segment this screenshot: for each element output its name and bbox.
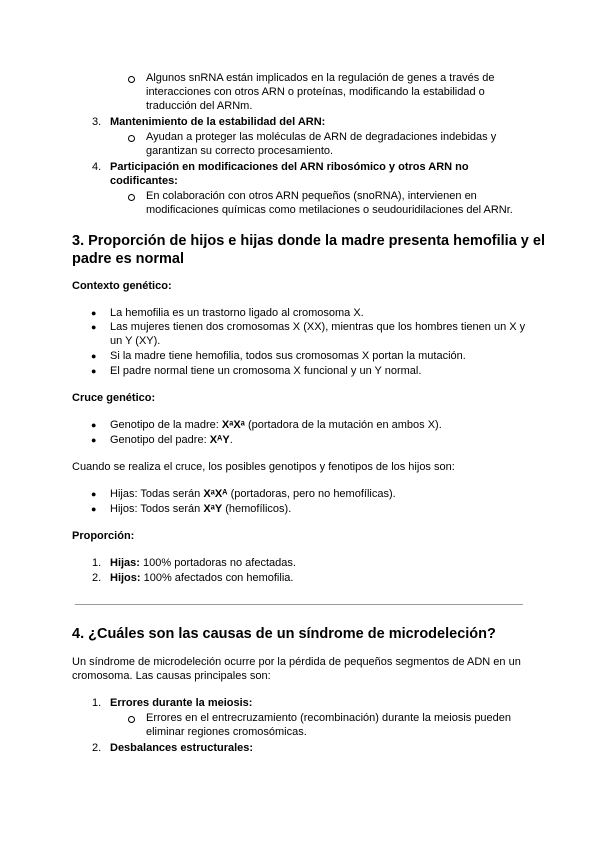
list-item-label: Hijas: [110,557,140,569]
list-number: 2. [92,572,102,584]
sub-item-line: Ayudan a proteger las moléculas de ARN de degradaciones indebidas y [146,131,497,143]
bullet-text-prefix: Genotipo del padre: [110,434,210,446]
hollow-bullet-icon [128,716,135,723]
bullet-text: El padre normal tiene un cromosoma X funcional y un Y normal. [110,365,422,377]
sub-item-line: traducción del ARNm. [146,100,253,112]
bullet-text: Si la madre tiene hemofilia, todos sus cromosomas X portan la mutación. [110,350,466,362]
bullet-icon: ● [91,435,97,445]
bullet-icon: ● [91,366,97,376]
genotype: XᴬY [209,434,230,446]
sub-item-line: garantizan su correcto procesamiento. [146,145,334,157]
list-item-title: Errores durante la meiosis: [110,697,253,709]
bullet-icon: ● [91,322,97,332]
sub-item-line: Algunos snRNA están implicados en la regulación de genes a través de [146,72,495,84]
bullet-text [110,503,291,517]
list-number: 2. [92,742,102,754]
section-heading: padre es normal [72,251,185,267]
list-number: 4. [92,161,102,173]
hollow-bullet-icon [128,135,135,142]
sub-item-line: eliminar regiones cromosómicas. [146,726,307,738]
bullet-text: un Y (XY). [110,335,161,347]
sub-item-line: modificaciones químicas como metilaciones o seudouridilaciones del ARNr. [146,204,513,216]
bullet-text-suffix: (hemofílicos). [222,503,292,515]
genotype: XᵃY [203,503,223,515]
list-number: 1. [92,697,102,709]
list-item-label: Hijos: [110,572,141,584]
bullet-text-prefix: Hijos: Todos serán [110,503,204,515]
section-heading: 4. ¿Cuáles son las causas de un síndrome de microdeleción? [72,626,496,642]
bullet-text-suffix: (portadoras, pero no hemofílicas). [227,488,396,500]
paragraph: cromosoma. Las causas principales son: [72,670,271,682]
list-item-title: Participación en modificaciones del ARN ribosómico y otros ARN no [110,161,469,173]
subheading: Contexto genético: [72,280,172,292]
bullet-text: La hemofilia es un trastorno ligado al cromosoma X. [110,307,364,319]
bullet-text [110,419,442,433]
bullet-text [110,488,396,502]
bullet-text-prefix: Genotipo de la madre: [110,419,222,431]
subheading: Cruce genético: [72,392,156,404]
list-item-title: codificantes: [110,175,178,187]
list-item-value: 100% portadoras no afectadas. [139,557,296,569]
bullet-icon: ● [91,351,97,361]
list-item-value: 100% afectados con hemofilia. [140,572,294,584]
sub-item-line: interacciones con otros ARN o proteínas, modificando la estabilidad o [146,86,485,98]
paragraph: Un síndrome de microdeleción ocurre por la pérdida de pequeños segmentos de ADN en un [72,656,521,668]
hollow-bullet-icon [128,194,135,201]
paragraph: Cuando se realiza el cruce, los posibles genotipos y fenotipos de los hijos son: [72,461,455,473]
genotype: XᵃXᵃ [221,419,245,431]
hollow-bullet-icon [128,76,135,83]
bullet-text-suffix: (portadora de la mutación en ambos X). [244,419,442,431]
list-item-title: Mantenimiento de la estabilidad del ARN: [110,116,326,128]
bullet-icon: ● [91,489,97,499]
genotype: XᵃXᴬ [203,488,228,500]
horizontal-divider [75,604,523,605]
subheading: Proporción: [72,530,135,542]
bullet-text-prefix: Hijas: Todas serán [110,488,204,500]
list-item-title: Desbalances estructurales: [110,742,254,754]
list-item-text [110,572,293,586]
bullet-icon: ● [91,420,97,430]
bullet-text: Las mujeres tienen dos cromosomas X (XX), mientras que los hombres tienen un X y [110,321,526,333]
sub-item-line: En colaboración con otros ARN pequeños (snoRNA), intervienen en [146,190,477,202]
bullet-icon: ● [91,504,97,514]
list-number: 3. [92,116,102,128]
section-heading: 3. Proporción de hijos e hijas donde la madre presenta hemofilia y el [72,233,545,249]
list-item-text [110,557,296,571]
bullet-text-suffix: . [229,434,233,446]
bullet-icon: ● [91,308,97,318]
list-number: 1. [92,557,102,569]
bullet-text [110,434,233,448]
sub-item-line: Errores en el entrecruzamiento (recombinación) durante la meiosis pueden [146,712,512,724]
